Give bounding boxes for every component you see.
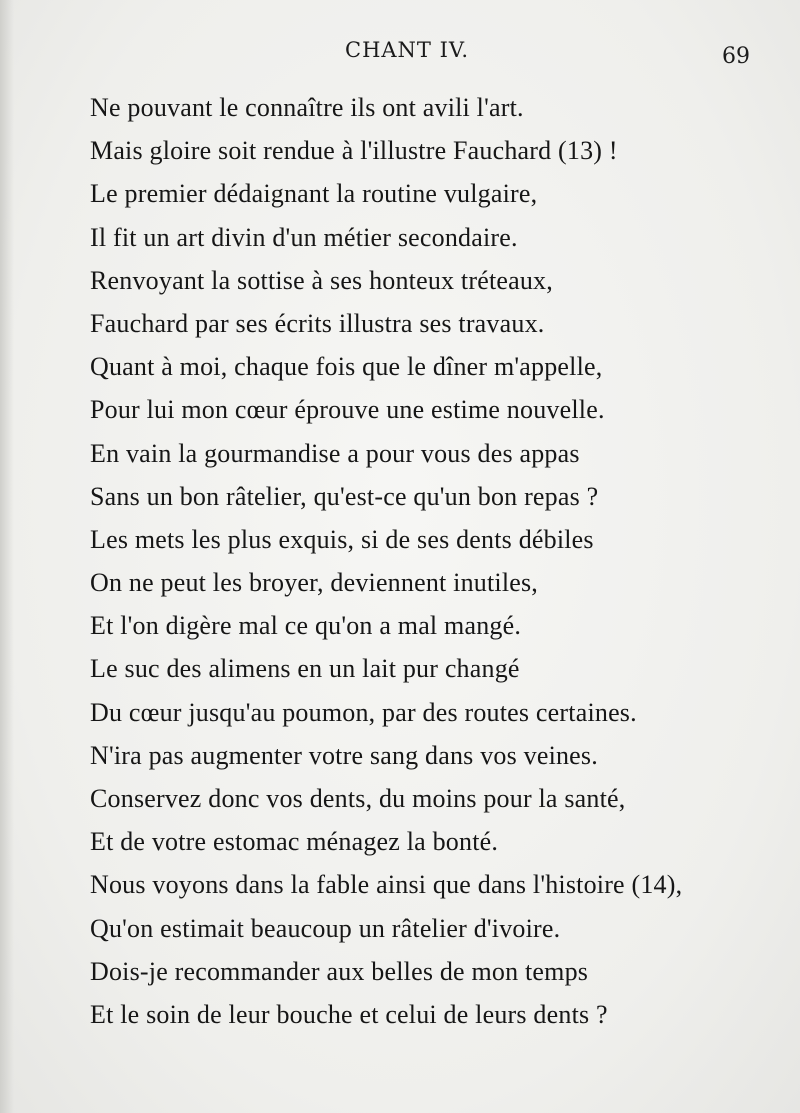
- page-edge-shadow: [0, 0, 14, 1113]
- page-number: 69: [722, 44, 750, 69]
- verse-line: Et le soin de leur bouche et celui de leurs dents ?: [90, 999, 608, 1029]
- verse-line: Il fit un art divin d'un métier secondaire.: [90, 222, 518, 252]
- verse-line: Du cœur jusqu'au poumon, par des routes certaines.: [90, 697, 637, 727]
- verse-line: Et de votre estomac ménagez la bonté.: [90, 827, 499, 857]
- page-header: [0, 32, 800, 72]
- verse-line: En vain la gourmandise a pour vous des appas: [90, 438, 580, 468]
- poem-text: [90, 86, 780, 1036]
- verse-line: Ne pouvant le connaître ils ont avili l'art.: [90, 93, 524, 122]
- verse-line: Le premier dédaignant la routine vulgaire,: [90, 179, 538, 209]
- verse-line: Nous voyons dans la fable ainsi que dans l'histoire (14),: [90, 870, 683, 900]
- verse-line: Renvoyant la sottise à ses honteux tréteaux,: [90, 265, 553, 295]
- verse-line: Mais gloire soit rendue à l'illustre Fauchard (13) !: [90, 136, 618, 166]
- verse-line: Sans un bon râtelier, qu'est-ce qu'un bon repas ?: [90, 481, 599, 511]
- verse-line: Quant à moi, chaque fois que le dîner m'appelle,: [90, 352, 603, 382]
- verse-line: On ne peut les broyer, deviennent inutiles,: [90, 568, 538, 598]
- verse-line: Pour lui mon cœur éprouve une estime nouvelle.: [90, 395, 605, 425]
- verse-line: Conservez donc vos dents, du moins pour la santé,: [90, 784, 626, 813]
- verse-line: Les mets les plus exquis, si de ses dents débiles: [90, 524, 594, 554]
- verse-line: Et l'on digère mal ce qu'on a mal mangé.: [90, 611, 522, 641]
- verse-line: Dois-je recommander aux belles de mon temps: [90, 956, 589, 986]
- verse-line: Fauchard par ses écrits illustra ses travaux.: [90, 308, 545, 338]
- verse-line: Le suc des alimens en un lait pur changé: [90, 654, 520, 684]
- verse-line: N'ira pas augmenter votre sang dans vos veines.: [90, 740, 598, 770]
- running-head: CHANT IV.: [345, 38, 470, 62]
- verse-line: Qu'on estimait beaucoup un râtelier d'ivoire.: [90, 913, 561, 943]
